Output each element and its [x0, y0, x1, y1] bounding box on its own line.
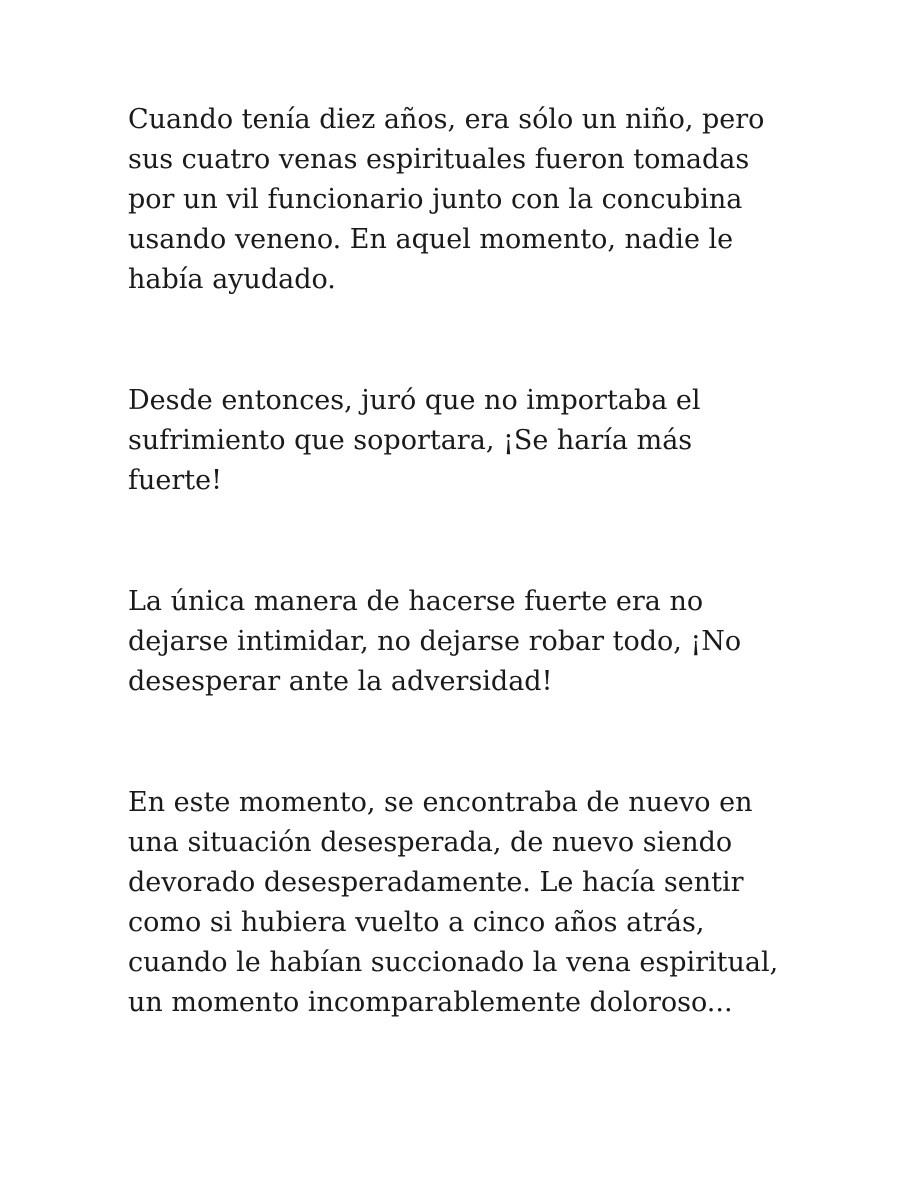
paragraph-1: Cuando tenía diez años, era sólo un niño, pero sus cuatro venas espirituales fueron tomadas por un vil funcionario junto con la concubina usando veneno. En aquel momento, nadie le había ayudado.	[128, 104, 765, 295]
document-page	[128, 100, 788, 1023]
paragraph-3: La única manera de hacerse fuerte era no dejarse intimidar, no dejarse robar todo, ¡No desesperar ante la adversidad!	[128, 586, 742, 697]
paragraph-2: Desde entonces, juró que no importaba el sufrimiento que soportara, ¡Se haría más fuerte!	[128, 385, 701, 496]
paragraph-4: En este momento, se encontraba de nuevo en una situación desesperada, de nuevo siendo devorado desesperadamente. Le hacía sentir como si hubiera vuelto a cinco años atrás, cuando le habían succionado la vena espiritual, un momento incomparablemente doloroso...	[128, 787, 779, 1018]
